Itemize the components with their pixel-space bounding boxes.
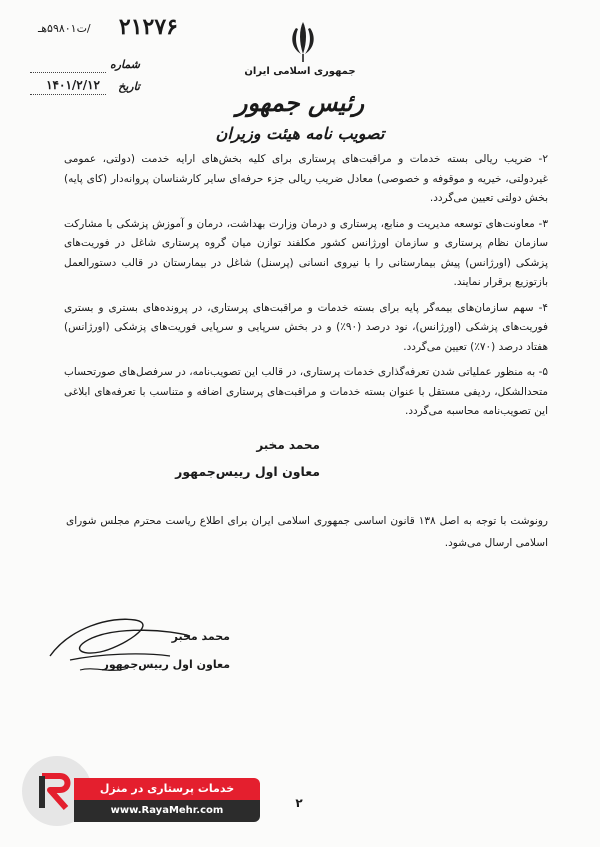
watermark-service-label: خدمات پرستاری در منزل [74, 778, 260, 800]
clause-5: ۵- به منظور عملیاتی شدن تعرفه‌گذاری خدمات پرستاری، در قالب این تصویب‌نامه، در سرفصل‌های صورتحساب متحدالشکل، ردیفی مستقل با عنوان بسته خدمات و مراقبت‌های پرستاری اضافه و متناسب با تعرفه‌های ابلاغی این تصویب‌نامه محاسبه می‌گردد. [64, 366, 548, 417]
president-title: رئیس جمهور [235, 88, 365, 117]
letter-number-code: /ت۵۹۸۰۱هـ [38, 22, 91, 35]
clause-3: ۳- معاونت‌های توسعه مدیریت و منابع، پرستاری و درمان وزارت بهداشت، درمان و آموزش پزشکی با مشارکت سازمان نظام پرستاری و سازمان اورژانس کشور مکلفند توازن میان گروه پرستاری شاغل در فوریت‌های پزشکی (اورژانس) پیش بیمارستانی را با نیروی انسانی (پرسنل) شاغل در بیمارستان در قالب دستورالعمل بازتوزیع برقرار نمایند. [64, 217, 548, 288]
distribution-note: رونوشت با توجه به اصل ۱۳۸ قانون اساسی جمهوری اسلامی ایران برای اطلاع ریاست محترم مجلس شورای اسلامی ارسال می‌شود. [66, 515, 548, 549]
tarikh-value: ۱۴۰۱/۲/۱۲ [46, 78, 100, 92]
handwritten-signature-icon [40, 608, 230, 683]
signer-title: معاون اول رییس‌جمهور [175, 464, 320, 479]
shomare-row [30, 56, 140, 78]
signer2-name: محمد مخبر [171, 630, 230, 643]
tarikh-row [30, 78, 140, 100]
handwritten-signature-block [40, 608, 230, 683]
watermark-url: www.RayaMehr.com [74, 800, 260, 822]
shomare-label: شماره [109, 58, 140, 71]
page-number: ۲ [295, 796, 303, 810]
signature-block [150, 438, 320, 479]
republic-title: جمهوری اسلامی ایران [244, 66, 356, 77]
rayamehr-watermark [22, 756, 272, 826]
letter-number [38, 14, 178, 50]
clause-2: ۲- ضریب ریالی بسته خدمات و مراقبت‌های پرستاری برای کلیه بخش‌های ارایه خدمت (دولتی، عمومی غیردولتی، خیریه و موقوفه و خصوصی) معادل ضریب ریالی جزء حرفه‌ای سایر کارشناسان پروانه‌دار (کای پایه) بخش دولتی تعیین می‌گردد. [64, 153, 548, 204]
clause-4: ۴- سهم سازمان‌های بیمه‌گر پایه برای بسته خدمات و مراقبت‌های پرستاری، در پرونده‌های بستری و بستری فوریت‌های پزشکی (اورژانس)، نود درصد (۹۰٪) و در بخش سرپایی و سرپایی فوریت‌های پزشکی (اورژانس) هفتاد درصد (۷۰٪) تعیین می‌گردد. [64, 301, 548, 353]
letter-number-main: ۲۱۲۷۶ [118, 14, 178, 40]
tarikh-line [30, 94, 106, 95]
resolution-title: تصویب نامه هیئت وزیران [215, 124, 385, 143]
shomare-line [30, 72, 106, 73]
letter-meta [30, 56, 140, 100]
letter-body [64, 150, 548, 428]
tarikh-label: تاریخ [118, 80, 140, 93]
signer2-title: معاون اول رییس‌جمهور [102, 658, 230, 671]
iran-emblem-icon [287, 20, 319, 64]
signer-name: محمد مخبر [256, 438, 320, 452]
